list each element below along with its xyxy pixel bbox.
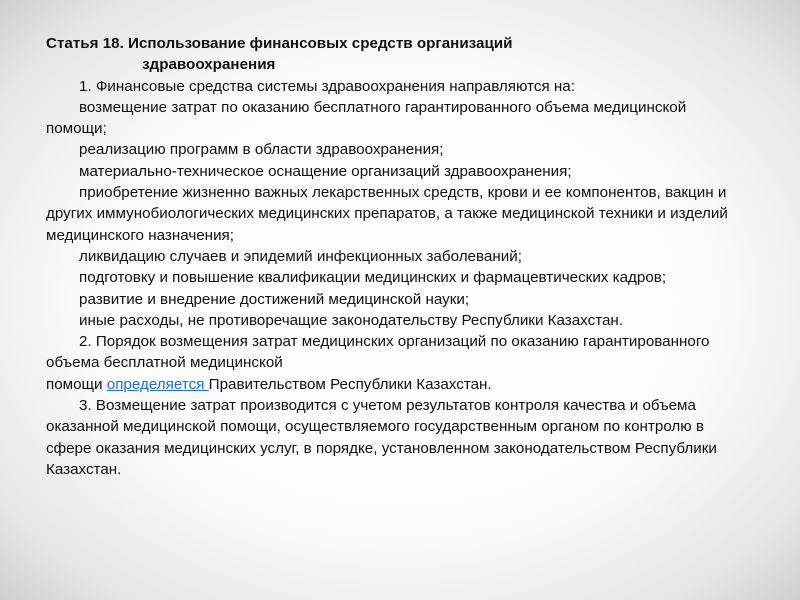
paragraph-9: иные расходы, не противоречащие законодательству Республики Казахстан. <box>79 311 624 329</box>
article-content <box>46 33 751 480</box>
paragraph-7: подготовку и повышение квалификации медицинских и фармацевтических кадров; <box>79 269 667 287</box>
paragraph-8: развитие и внедрение достижений медицинской науки; <box>79 290 470 308</box>
paragraph-5: приобретение жизненно важных лекарственных средств, крови и ее компонентов, вакцин и других иммунобиологических медицинских препаратов, а также медицинской техники и изделий медицинского назначения; <box>46 184 728 244</box>
paragraph-11: 3. Возмещение затрат производится с учетом результатов контроля качества и объема оказанной медицинской помощи, осуществляемого государственным органом по контролю в сфере оказания медицинских услуг, в порядке, установленном законодательством Республики Казахстан. <box>46 397 717 478</box>
paragraph-2: возмещение затрат по оказанию бесплатного гарантированного объема медицинской помощи; <box>46 98 687 138</box>
paragraph-10 <box>46 331 751 395</box>
determined-link[interactable]: определяется <box>106 375 209 393</box>
article-title-line2: здравоохранения <box>142 56 276 74</box>
paragraph-4: материально-техническое оснащение организаций здравоохранения; <box>79 162 572 180</box>
paragraph-6: ликвидацию случаев и эпидемий инфекционных заболеваний; <box>79 247 522 265</box>
paragraph-10-end: Правительством Республики Казахстан. <box>208 375 492 393</box>
paragraph-3: реализацию программ в области здравоохранения; <box>79 141 444 159</box>
article-title-line1: Статья 18. Использование финансовых средств организаций <box>46 35 513 52</box>
paragraph-10-start: помощи <box>46 375 107 393</box>
paragraph-10-line1: 2. Порядок возмещения затрат медицинских организаций по оказанию гарантированного объема бесплатной медицинской <box>46 333 710 372</box>
paragraph-1: 1. Финансовые средства системы здравоохранения направляются на: <box>79 77 575 95</box>
